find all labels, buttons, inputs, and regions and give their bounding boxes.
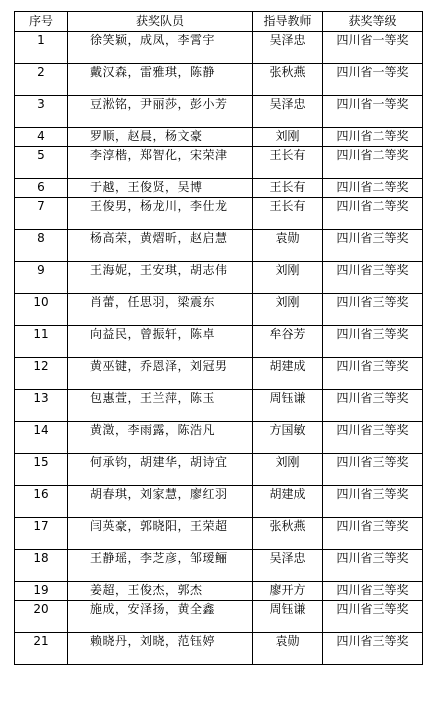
- cell-level: 四川省三等奖: [323, 518, 423, 550]
- cell-teacher: 吴泽忠: [253, 550, 323, 582]
- header-teacher: 指导教师: [253, 12, 323, 32]
- cell-teacher: 胡建成: [253, 486, 323, 518]
- table-header-row: [15, 12, 423, 32]
- cell-level: 四川省三等奖: [323, 262, 423, 294]
- cell-level: 四川省二等奖: [323, 147, 423, 179]
- table-row: [15, 198, 423, 230]
- cell-no: 9: [15, 262, 68, 294]
- cell-members: 王静瑶，李芝彦，邹瑷鲡: [68, 550, 253, 582]
- cell-teacher: 袁勋: [253, 230, 323, 262]
- cell-members: 姜超，王俊杰，郭杰: [68, 582, 253, 601]
- table-row: [15, 128, 423, 147]
- cell-level: 四川省三等奖: [323, 358, 423, 390]
- header-level: 获奖等级: [323, 12, 423, 32]
- cell-members: 杨高荣，黄熠昕，赵启慧: [68, 230, 253, 262]
- cell-members: 戴汉森，雷雅琪，陈静: [68, 64, 253, 96]
- table-row: [15, 550, 423, 582]
- cell-no: 1: [15, 32, 68, 64]
- cell-members: 李淳楷，郑智化，宋荣津: [68, 147, 253, 179]
- cell-members: 豆淞铭，尹丽莎，彭小芳: [68, 96, 253, 128]
- cell-level: 四川省三等奖: [323, 633, 423, 665]
- awards-table-body: [15, 32, 423, 665]
- cell-teacher: 胡建成: [253, 358, 323, 390]
- cell-teacher: 张秋燕: [253, 518, 323, 550]
- cell-members: 于越，王俊贤，吴博: [68, 179, 253, 198]
- cell-level: 四川省二等奖: [323, 179, 423, 198]
- cell-level: 四川省三等奖: [323, 486, 423, 518]
- table-row: [15, 147, 423, 179]
- cell-members: 闫英豪，郭晓阳，王荣超: [68, 518, 253, 550]
- cell-level: 四川省三等奖: [323, 454, 423, 486]
- cell-members: 罗顺，赵晨，杨文豪: [68, 128, 253, 147]
- table-row: [15, 633, 423, 665]
- cell-teacher: 王长有: [253, 179, 323, 198]
- cell-teacher: 周钰谦: [253, 601, 323, 633]
- table-row: [15, 230, 423, 262]
- table-row: [15, 179, 423, 198]
- table-row: [15, 32, 423, 64]
- cell-teacher: 刘刚: [253, 454, 323, 486]
- table-row: [15, 358, 423, 390]
- awards-table: [14, 11, 423, 665]
- cell-members: 胡春琪，刘家慧，廖红羽: [68, 486, 253, 518]
- cell-no: 10: [15, 294, 68, 326]
- cell-level: 四川省三等奖: [323, 230, 423, 262]
- cell-members: 黄巫键，乔恩泽，刘冠男: [68, 358, 253, 390]
- cell-teacher: 廖开方: [253, 582, 323, 601]
- cell-level: 四川省一等奖: [323, 64, 423, 96]
- cell-no: 19: [15, 582, 68, 601]
- header-no: 序号: [15, 12, 68, 32]
- cell-teacher: 王长有: [253, 147, 323, 179]
- cell-members: 何承钧，胡建华，胡诗宜: [68, 454, 253, 486]
- cell-members: 向益民，曾振轩，陈卓: [68, 326, 253, 358]
- cell-level: 四川省三等奖: [323, 294, 423, 326]
- cell-no: 6: [15, 179, 68, 198]
- table-row: [15, 518, 423, 550]
- cell-no: 13: [15, 390, 68, 422]
- cell-level: 四川省三等奖: [323, 550, 423, 582]
- cell-level: 四川省三等奖: [323, 582, 423, 601]
- table-row: [15, 454, 423, 486]
- table-row: [15, 326, 423, 358]
- cell-members: 黄澂，李雨露，陈浩凡: [68, 422, 253, 454]
- table-row: [15, 582, 423, 601]
- cell-level: 四川省三等奖: [323, 422, 423, 454]
- cell-teacher: 周钰谦: [253, 390, 323, 422]
- cell-teacher: 吴泽忠: [253, 96, 323, 128]
- cell-members: 徐笑颖，成凤，李霄宇: [68, 32, 253, 64]
- cell-no: 14: [15, 422, 68, 454]
- cell-no: 5: [15, 147, 68, 179]
- table-row: [15, 262, 423, 294]
- table-row: [15, 422, 423, 454]
- cell-level: 四川省一等奖: [323, 32, 423, 64]
- cell-no: 15: [15, 454, 68, 486]
- table-row: [15, 390, 423, 422]
- cell-teacher: 方国敏: [253, 422, 323, 454]
- cell-teacher: 牟谷芳: [253, 326, 323, 358]
- cell-members: 施成，安泽扬，黄全鑫: [68, 601, 253, 633]
- cell-teacher: 刘刚: [253, 294, 323, 326]
- cell-no: 12: [15, 358, 68, 390]
- cell-teacher: 刘刚: [253, 262, 323, 294]
- cell-level: 四川省三等奖: [323, 390, 423, 422]
- cell-no: 20: [15, 601, 68, 633]
- cell-no: 2: [15, 64, 68, 96]
- cell-level: 四川省三等奖: [323, 601, 423, 633]
- cell-no: 3: [15, 96, 68, 128]
- table-row: [15, 601, 423, 633]
- cell-no: 16: [15, 486, 68, 518]
- cell-members: 包惠萱，王兰萍，陈玉: [68, 390, 253, 422]
- cell-no: 21: [15, 633, 68, 665]
- header-members: 获奖队员: [68, 12, 253, 32]
- cell-no: 8: [15, 230, 68, 262]
- cell-level: 四川省一等奖: [323, 96, 423, 128]
- table-row: [15, 294, 423, 326]
- cell-members: 肖蕾，任思羽，梁震东: [68, 294, 253, 326]
- cell-teacher: 吴泽忠: [253, 32, 323, 64]
- cell-teacher: 刘刚: [253, 128, 323, 147]
- cell-level: 四川省三等奖: [323, 326, 423, 358]
- table-row: [15, 96, 423, 128]
- cell-teacher: 袁勋: [253, 633, 323, 665]
- cell-teacher: 张秋燕: [253, 64, 323, 96]
- cell-members: 赖晓丹，刘晓，范钰婷: [68, 633, 253, 665]
- cell-members: 王俊男，杨龙川，李仕龙: [68, 198, 253, 230]
- cell-members: 王海妮，王安琪，胡志伟: [68, 262, 253, 294]
- cell-no: 4: [15, 128, 68, 147]
- cell-no: 11: [15, 326, 68, 358]
- cell-teacher: 王长有: [253, 198, 323, 230]
- cell-no: 18: [15, 550, 68, 582]
- table-row: [15, 486, 423, 518]
- cell-no: 7: [15, 198, 68, 230]
- cell-level: 四川省二等奖: [323, 198, 423, 230]
- cell-level: 四川省二等奖: [323, 128, 423, 147]
- table-row: [15, 64, 423, 96]
- cell-no: 17: [15, 518, 68, 550]
